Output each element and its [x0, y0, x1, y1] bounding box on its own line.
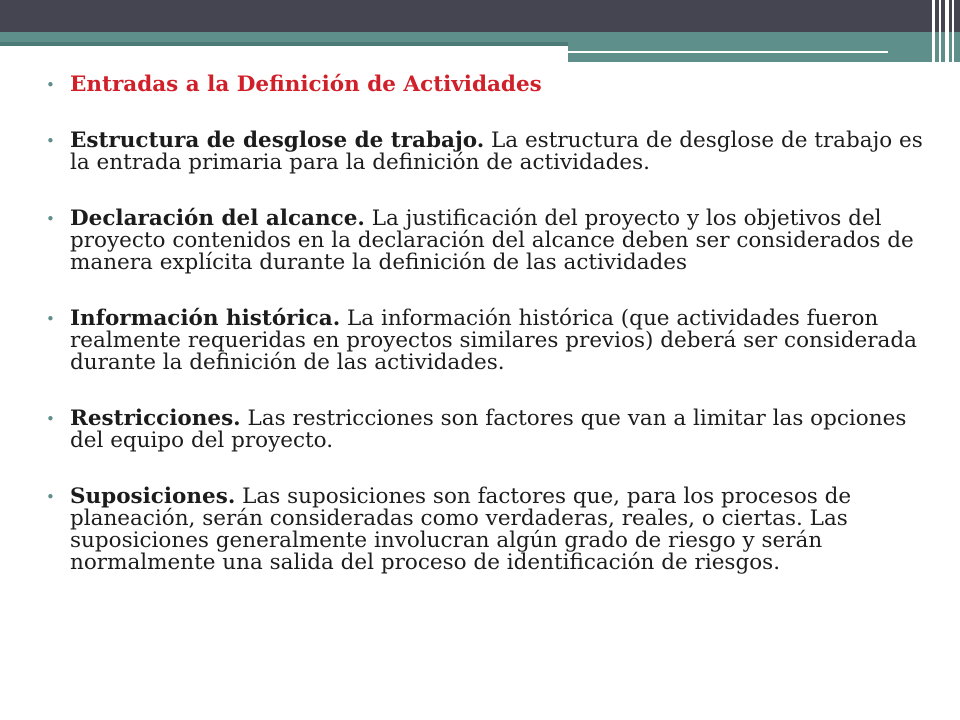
bullet-dot-icon: •	[46, 132, 55, 150]
item-text: La estructura de desglose de trabajo es la entrada primaria para la definición de actividades.	[70, 128, 923, 175]
bullet-dot-icon: •	[46, 210, 55, 228]
item-lead: Información histórica.	[70, 306, 341, 331]
slide-title-item	[44, 74, 924, 96]
decorative-line	[568, 51, 888, 53]
list-item	[44, 486, 924, 574]
header-band	[0, 0, 960, 32]
item-lead: Suposiciones.	[70, 484, 236, 509]
list-item	[44, 208, 924, 274]
item-text: La información histórica (que actividades fueron realmente requeridas en proyectos similares previos) deberá ser considerada durante la definición de las actividades.	[70, 306, 917, 375]
bullet-dot-icon: •	[46, 410, 55, 428]
item-lead: Declaración del alcance.	[70, 206, 365, 231]
bullet-dot-icon: •	[46, 488, 55, 506]
stripe	[932, 0, 935, 66]
item-lead: Restricciones.	[70, 406, 241, 431]
stripe	[939, 0, 941, 66]
list-item	[44, 308, 924, 374]
list-item	[44, 130, 924, 174]
stripe	[952, 0, 954, 66]
bullet-dot-icon: •	[46, 310, 55, 328]
list-item	[44, 408, 924, 452]
stripe	[945, 0, 949, 66]
bullet-list	[44, 74, 924, 608]
item-lead: Estructura de desglose de trabajo.	[70, 128, 485, 153]
bullet-dot-icon: •	[46, 76, 55, 94]
item-text: Las restricciones son factores que van a limitar las opciones del equipo del proyecto.	[70, 406, 907, 453]
decorative-line	[568, 62, 776, 65]
slide-title: Entradas a la Definición de Actividades	[70, 72, 542, 97]
item-text: La justificación del proyecto y los objetivos del proyecto contenidos en la declaración del alcance deben ser considerados de manera explícita durante la definición de las actividades	[70, 206, 914, 275]
item-text: Las suposiciones son factores que, para los procesos de planeación, serán consideradas como verdaderas, reales, o ciertas. Las suposiciones generalmente involucran algún grado de riesgo y serán normalmente una salida del proceso de identificación de riesgos.	[70, 484, 852, 575]
decorative-stripes	[926, 0, 960, 66]
accent-shade	[0, 42, 568, 46]
